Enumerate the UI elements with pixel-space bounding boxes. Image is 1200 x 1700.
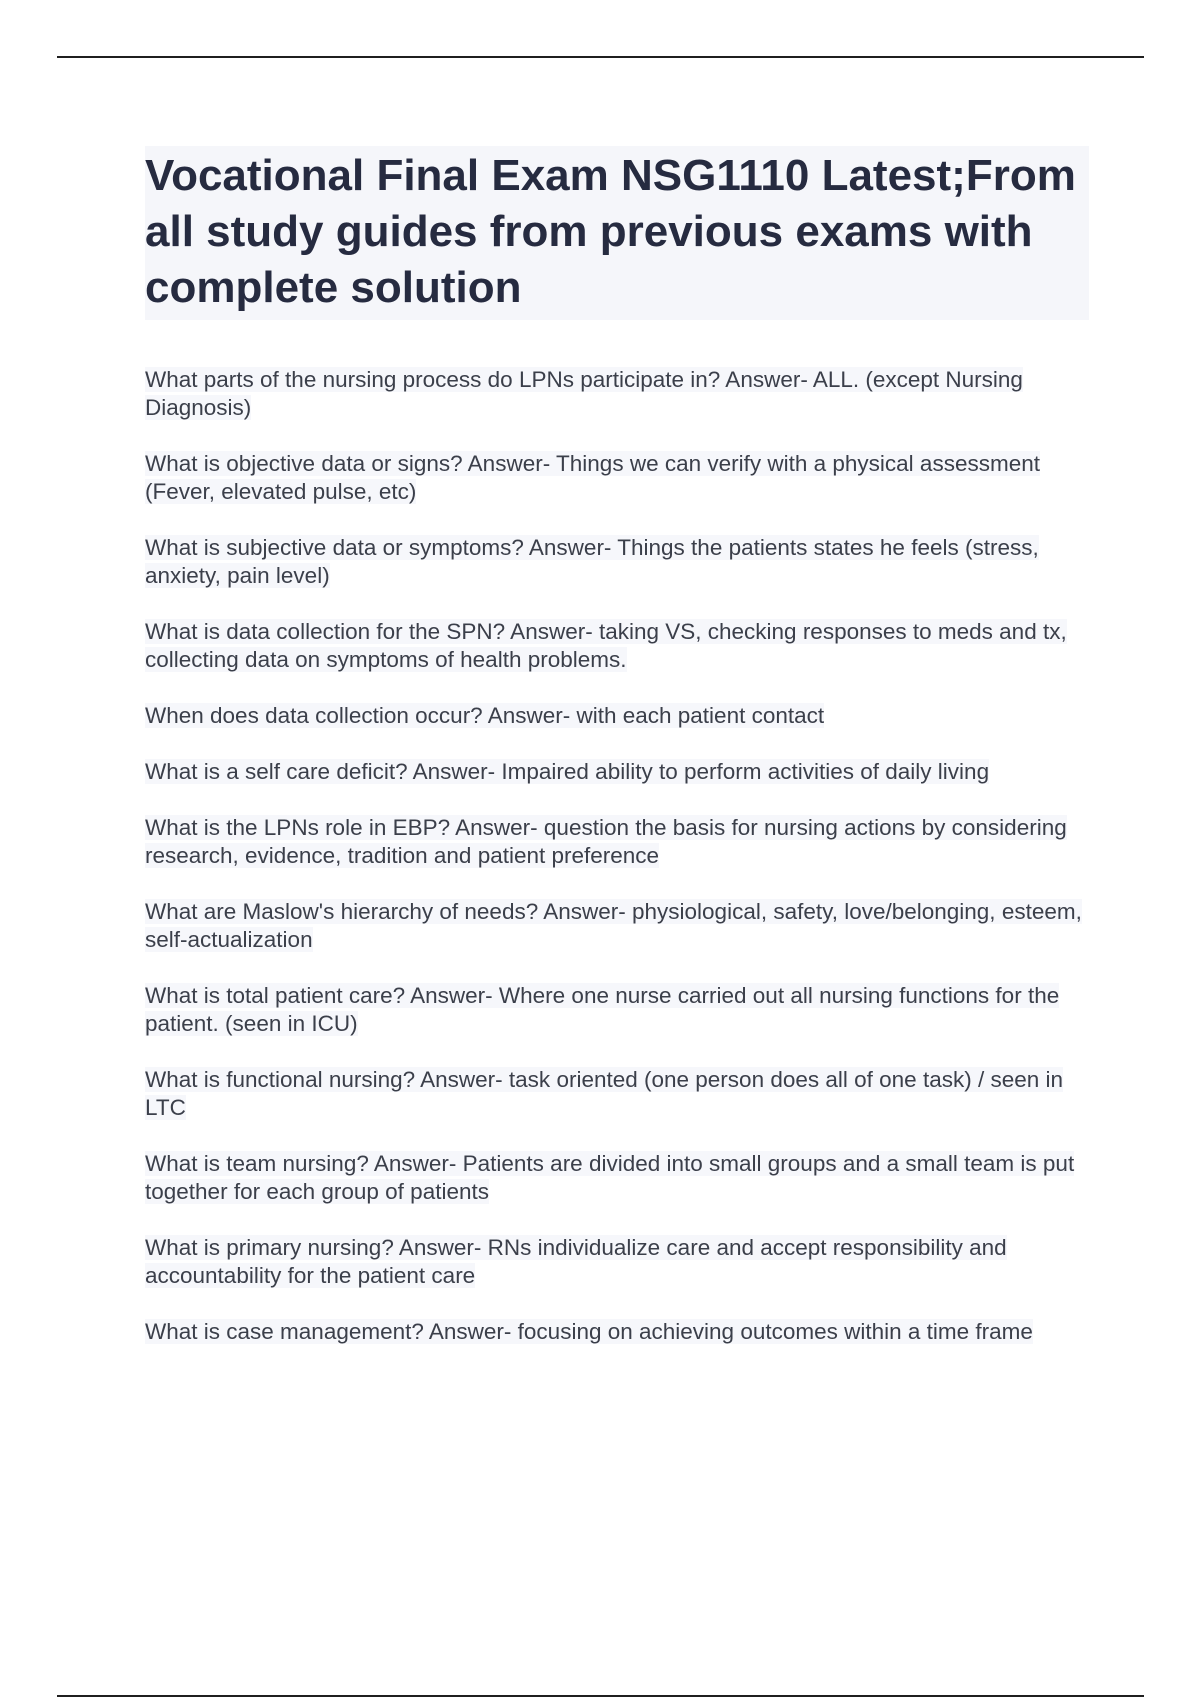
qa-text: What is team nursing? Answer- Patients are divided into small groups and a small team is put together for each group of patients — [145, 1151, 1075, 1204]
qa-text: What is functional nursing? Answer- task oriented (one person does all of one task) / seen in LTC — [145, 1067, 1064, 1120]
top-rule — [57, 56, 1144, 58]
qa-item — [145, 702, 1095, 730]
qa-list — [145, 366, 1095, 1374]
qa-item — [145, 1150, 1095, 1206]
title-block — [145, 146, 1089, 320]
qa-item — [145, 758, 1095, 786]
qa-text: What is data collection for the SPN? Answer- taking VS, checking responses to meds and tx, collecting data on symptoms of health problems. — [145, 619, 1067, 672]
qa-text: What is total patient care? Answer- Where one nurse carried out all nursing functions for the patient. (seen in ICU) — [145, 983, 1060, 1036]
document-title: Vocational Final Exam NSG1110 Latest;From all study guides from previous exams with complete solution — [145, 151, 1076, 312]
qa-item — [145, 618, 1095, 674]
qa-text: What parts of the nursing process do LPNs participate in? Answer- ALL. (except Nursing Diagnosis) — [145, 367, 1023, 420]
qa-text: What is the LPNs role in EBP? Answer- question the basis for nursing actions by considering research, evidence, tradition and patient preference — [145, 815, 1067, 868]
qa-item — [145, 450, 1095, 506]
qa-item — [145, 534, 1095, 590]
qa-item — [145, 1234, 1095, 1290]
bottom-rule — [57, 1695, 1144, 1697]
qa-item — [145, 982, 1095, 1038]
qa-item — [145, 814, 1095, 870]
qa-text: What is primary nursing? Answer- RNs individualize care and accept responsibility and accountability for the patient care — [145, 1235, 1007, 1288]
qa-text: What is objective data or signs? Answer- Things we can verify with a physical assessment (Fever, elevated pulse, etc) — [145, 451, 1040, 504]
qa-text: What is subjective data or symptoms? Answer- Things the patients states he feels (stress, anxiety, pain level) — [145, 535, 1039, 588]
qa-text: When does data collection occur? Answer- with each patient contact — [145, 703, 825, 728]
qa-item — [145, 1318, 1095, 1346]
qa-item — [145, 366, 1095, 422]
qa-item — [145, 1066, 1095, 1122]
qa-text: What are Maslow's hierarchy of needs? Answer- physiological, safety, love/belonging, esteem, self-actualization — [145, 899, 1082, 952]
qa-text: What is a self care deficit? Answer- Impaired ability to perform activities of daily living — [145, 759, 990, 784]
qa-item — [145, 898, 1095, 954]
qa-text: What is case management? Answer- focusing on achieving outcomes within a time frame — [145, 1319, 1033, 1344]
